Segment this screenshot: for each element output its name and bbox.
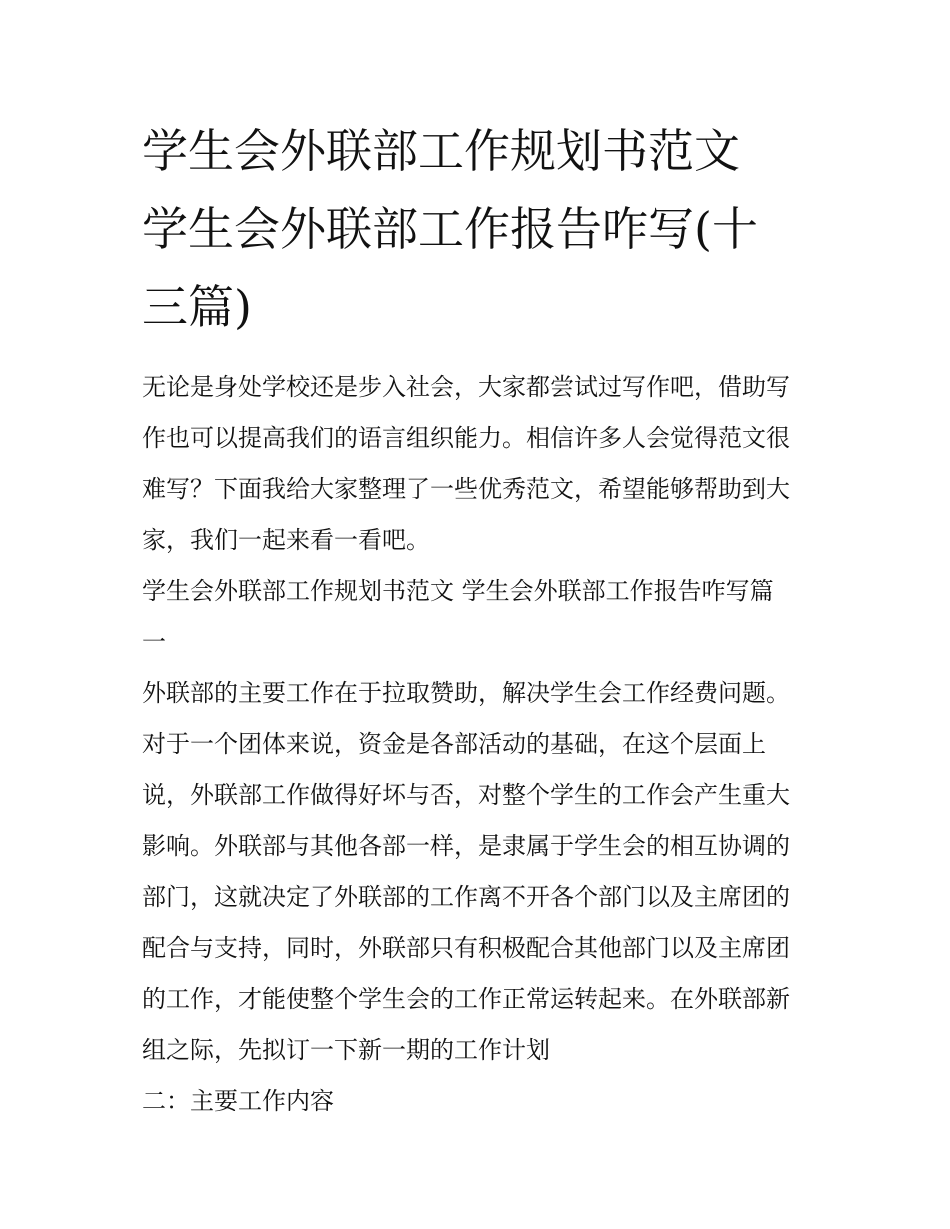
- subheading: [142, 1076, 814, 1127]
- title-line: 三篇): [142, 280, 252, 334]
- text-line: 学生会外联部工作规划书范文 学生会外联部工作报告咋写篇: [142, 577, 774, 605]
- section-heading: [142, 566, 814, 668]
- text-line: 二：主要工作内容: [142, 1087, 334, 1115]
- text-line: 配合与支持，同时，外联部只有积极配合其他部门以及主席团: [142, 934, 790, 962]
- text-line: 的工作，才能使整个学生会的工作正常运转起来。在外联部新: [142, 985, 790, 1013]
- text-line: 难写？下面我给大家整理了一些优秀范文，希望能够帮助到大: [142, 475, 790, 503]
- text-line: 说，外联部工作做得好坏与否，对整个学生的工作会产生重大: [142, 781, 790, 809]
- text-line: 外联部的主要工作在于拉取赞助，解决学生会工作经费问题。: [142, 679, 790, 707]
- text-line: 影响。外联部与其他各部一样，是隶属于学生会的相互协调的: [142, 832, 790, 860]
- document-title: [142, 112, 814, 346]
- title-line: 学生会外联部工作报告咋写(十: [142, 202, 758, 256]
- document-page: [142, 112, 814, 1127]
- title-line: 学生会外联部工作规划书范文: [142, 124, 740, 178]
- text-line: 对于一个团体来说，资金是各部活动的基础，在这个层面上: [142, 730, 766, 758]
- section-paragraph: [142, 668, 814, 1076]
- document-body: [142, 362, 814, 1127]
- intro-paragraph: [142, 362, 814, 566]
- text-line: 无论是身处学校还是步入社会，大家都尝试过写作吧，借助写: [142, 373, 790, 401]
- text-line: 组之际，先拟订一下新一期的工作计划: [142, 1036, 550, 1064]
- text-line: 部门，这就决定了外联部的工作离不开各个部门以及主席团的: [142, 883, 790, 911]
- text-line: 家，我们一起来看一看吧。: [142, 526, 430, 554]
- text-line: 一: [142, 628, 166, 656]
- text-line: 作也可以提高我们的语言组织能力。相信许多人会觉得范文很: [142, 424, 790, 452]
